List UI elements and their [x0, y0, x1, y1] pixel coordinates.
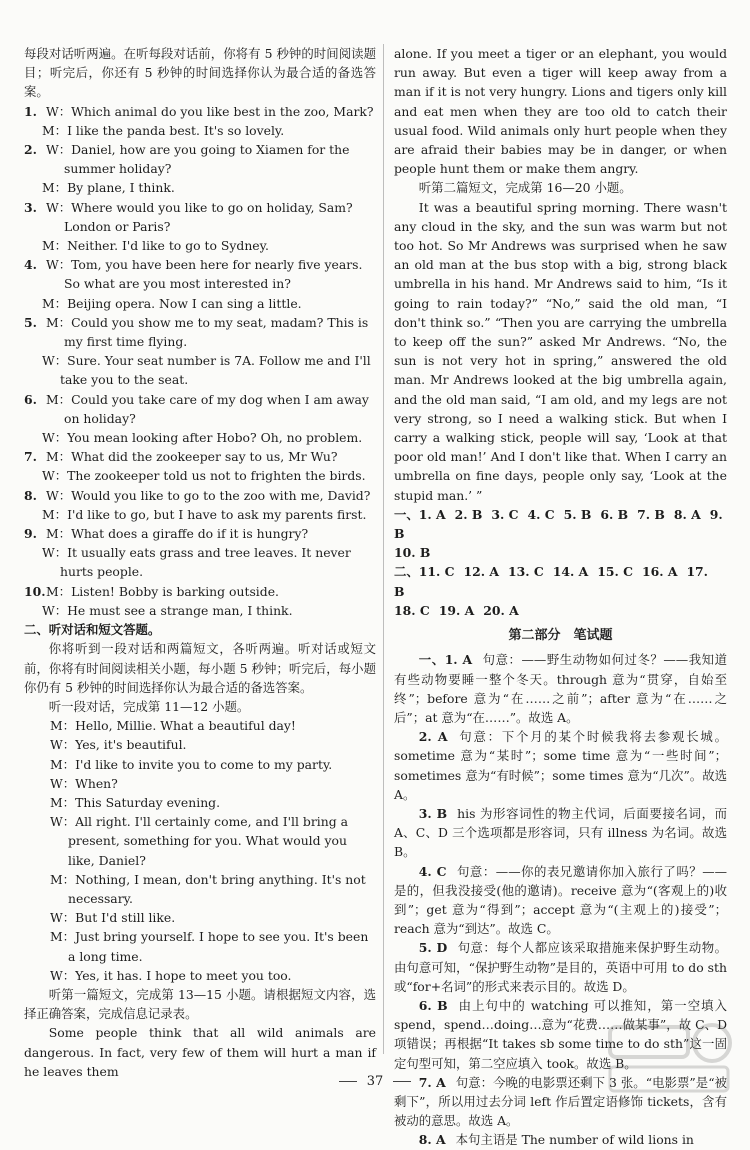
solution-text: 由上句中的 watching 可以推知，第一空填入 spend，spend…doing…意为“花费……做某事”，故 C、D 项错误；再根据“It takes sb some time to do sth”这一固定句型可知，第二空应填入 took。故选 B。 — [394, 997, 727, 1071]
answer-item: 3. C — [491, 506, 519, 522]
dialogue-line: M：What does a giraffe do if it is hungry? — [46, 526, 309, 542]
part-title: 第二部分 笔试题 — [508, 628, 613, 644]
answer-item: 19. A — [438, 602, 475, 618]
watermark-logo-icon — [604, 1017, 734, 1097]
answer-key-part-2 — [394, 562, 727, 620]
section-2-title: 二、听对话和短文答题。 — [24, 622, 161, 638]
answer-item: 10. B — [394, 545, 431, 561]
dialogue-line: W：The zookeeper told us not to frighten the birds. — [42, 468, 366, 484]
dialogue-item — [24, 524, 376, 582]
answer-item: 20. A — [483, 602, 519, 618]
dialogue-line: M：Neither. I'd like to go to Sydney. — [42, 238, 269, 254]
listening-intro: 每段对话听两遍。在听每段对话前，你将有 5 秒钟的时间阅读题目；听完后，你还有 5 秒钟的时间选择你认为最合适的备选答案。 — [24, 46, 376, 100]
solution-text: 句意：今晚的电影票还剩下 3 张。“电影票”是“被剩下”，所以用过去分词 left 作后置定语修饰 tickets，含有被动的意思。故选 A。 — [394, 1074, 727, 1129]
solution-head: 5. D — [418, 940, 448, 956]
dialogue-line: M：Could you take care of my dog when I am away on holiday? — [46, 391, 369, 426]
solution-text: 句意：——野生动物如何过冬？——我知道有些动物要睡一整个冬天。through 意为“贯穿，自始至终”；before 意为“在……之前”；after 意为“在……之后”；at 意为“在……”。故选 A。 — [394, 652, 727, 725]
answer-item: 14. A — [552, 564, 589, 580]
footer-dash-right — [393, 1081, 411, 1082]
section-2-intro: 你将听到一段对话和两篇短文，各听两遍。听对话或短文前，你将有时间阅读相关小题，每小题 5 秒钟；听完后，每小题你仍有 5 秒钟的时间选择你认为最合适的备选答案。 — [24, 641, 376, 695]
dialogue-line: M：Listen! Bobby is barking outside. — [46, 583, 279, 599]
solution-item — [394, 650, 727, 727]
solution-text: 句意：下个月的某个时候我将去参观长城。sometime 意为“某时”；some time 意为“一些时间”；sometimes 意为“有时候”；some times 意为“几次”。故选 A。 — [394, 729, 728, 802]
solution-text: his 为形容词性的物主代词，后面要接名词，而 A、C、D 三个选项都是形容词，只有 illness 为名词。故选 B。 — [394, 805, 727, 860]
dialogue-line: W：Daniel, how are you going to Xiamen for the summer holiday? — [46, 142, 350, 177]
dialogue-line: W：Which animal do you like best in the zoo, Mark? — [46, 103, 374, 119]
solution-item — [394, 862, 727, 939]
right-column — [394, 44, 727, 1150]
answer-item: 4. C — [527, 506, 555, 522]
dialog-line: M：I'd like to invite you to come to my party. — [50, 756, 333, 772]
answer-item: 9. B — [394, 506, 723, 542]
solution-head: 4. C — [418, 863, 447, 879]
answer-item: 2. B — [454, 506, 483, 522]
solution-text: 句意：每个人都应该采取措施来保护野生动物。由句意可知，“保护野生动物”是目的，英语中可用 to do sth 或“for+名词”的形式来表示目的。故选 D。 — [394, 940, 727, 994]
page-number: 37 — [366, 1074, 384, 1089]
passage-1-intro: 听第一篇短文，完成第 13—15 小题。请根据短文内容，选择正确答案，完成信息记录表。 — [24, 986, 376, 1022]
dialog-intro: 听一段对话，完成第 11—12 小题。 — [48, 698, 250, 714]
answer-row — [394, 505, 727, 543]
answer-item: 5. B — [563, 506, 592, 522]
solution-head: 2. A — [418, 729, 448, 745]
dialog-line: M：This Saturday evening. — [50, 794, 221, 810]
dialogue-line: M：I like the panda best. It's so lovely. — [42, 122, 285, 138]
item-number: 5. — [24, 314, 37, 330]
dialogue-line: M：I'd like to go, but I have to ask my parents first. — [42, 506, 367, 522]
answer-item: 15. C — [597, 564, 633, 580]
answer-row — [394, 562, 727, 600]
column-divider — [383, 44, 384, 1054]
item-number: 4. — [24, 257, 37, 273]
answer-item: 18. C — [394, 602, 430, 618]
dialogue-line: W：Where would you like to go on holiday, Sam? London or Paris? — [46, 199, 353, 234]
dialog-line: W：When? — [50, 775, 118, 791]
solution-head: 6. B — [418, 997, 448, 1013]
dialogue-item — [24, 486, 376, 524]
left-column — [24, 44, 376, 1081]
answer-item: 1. A — [418, 506, 446, 522]
dialog-lines — [24, 716, 376, 985]
passage-1-start: Some people think that all wild animals are dangerous. In fact, very few of them will hurt a man if he leaves them — [24, 1025, 376, 1079]
passage-2-text: It was a beautiful spring morning. There wasn't any cloud in the sky, and the sun was warm but not too hot. So Mr Andrews was surprised when he saw an old man at the bus stop with a big, strong black umbrella in his hand. Mr Andrews said to him, “Is it going to rain today?” “No,” said the old man, “I don't think so.” “Then you are carrying the umbrella to keep off the sun?” asked Mr Andrews. “No, the sun is not very hot in spring,” answered the old man. Mr Andrews looked at the big umbrella again, and the old man said, “I am old, and my legs are not very strong, so I need a walking stick. But when I carry a walking stick, people will say, ‘Look at that poor old man!’ And I don't like that. When I carry an umbrella on fine days, people only say, ‘Look at the stupid man.’ ” — [394, 199, 727, 503]
dialogue-line: W：Would you like to go to the zoo with me, David? — [46, 487, 371, 503]
solution-head: 7. A — [418, 1074, 446, 1090]
solution-head: 8. A — [418, 1132, 446, 1148]
dialogue-item — [24, 313, 376, 390]
solution-text: 本句主语是 The number of wild lions in — [455, 1132, 694, 1148]
answer-item: 8. A — [673, 506, 701, 522]
item-number: 9. — [24, 526, 37, 542]
dialog-line: M：Just bring yourself. I hope to see you. It's been a long time. — [50, 929, 369, 964]
dialogue-line: M：What did the zookeeper say to us, Mr Wu? — [46, 449, 338, 465]
dialogue-line: W：It usually eats grass and tree leaves. It never hurts people. — [42, 545, 351, 580]
answer-label: 一、 — [394, 506, 419, 522]
answer-item: 6. B — [600, 506, 629, 522]
answer-item: 16. A — [641, 564, 678, 580]
answer-row — [394, 601, 727, 620]
solution-item — [394, 804, 727, 862]
answer-item: 7. B — [637, 506, 665, 522]
dialog-line: W：But I'd still like. — [50, 910, 176, 926]
answer-row — [394, 543, 727, 562]
dialogue-item — [24, 255, 376, 313]
item-number: 7. — [24, 449, 37, 465]
solution-item — [394, 727, 727, 804]
dialogue-line: M：By plane, I think. — [42, 180, 175, 196]
item-number: 6. — [24, 391, 37, 407]
passage-1-continued: alone. If you meet a tiger or an elephant, you would run away. But even a tiger will keep away from a man if it is not very hungry. Lions and tigers only kill and eat men when they are too old to catch their usual food. Wild animals only hurt people when they are afraid their babies may be in danger, or when people hunt them or make them angry. — [394, 46, 727, 177]
solution-head: 一、1. A — [418, 652, 473, 668]
dialogue-line: W：He must see a strange man, I think. — [42, 602, 293, 618]
solution-item — [394, 1130, 727, 1149]
solution-text: 句意：——你的表兄邀请你加入旅行了吗？——是的，但我没接受(他的邀请)。receive 意为“(客观上的)收到”；get 意为“得到”；accept 意为“(主观上的)接受”；reach 意为“到达”。故选 C。 — [394, 863, 727, 937]
item-number: 8. — [24, 487, 37, 503]
dialog-line: M：Hello, Millie. What a beautiful day! — [50, 718, 296, 734]
dialogue-line: M：Beijing opera. Now I can sing a little. — [42, 295, 302, 311]
dialogue-item — [24, 140, 376, 198]
dialog-line: M：Nothing, I mean, don't bring anything. It's not necessary. — [50, 871, 366, 906]
item-number: 2. — [24, 142, 37, 158]
dialog-line: W：Yes, it has. I hope to meet you too. — [50, 967, 292, 983]
dialogue-item — [24, 447, 376, 485]
dialogue-line: W：Tom, you have been here for nearly five years. So what are you most interested in? — [46, 257, 363, 292]
dialogue-line: M：Could you show me to my seat, madam? This is my first time flying. — [46, 314, 369, 350]
solution-item — [394, 938, 727, 996]
answer-item: 17. B — [394, 564, 708, 599]
dialogue-item — [24, 198, 376, 256]
item-number: 10. — [24, 583, 46, 599]
answer-item: 12. A — [463, 564, 499, 580]
item-number: 3. — [24, 199, 37, 215]
solution-head: 3. B — [418, 805, 448, 821]
dialogue-line: W：Sure. Your seat number is 7A. Follow me and I'll take you to the seat. — [42, 353, 371, 388]
answer-item: 13. C — [508, 564, 544, 580]
item-number: 1. — [24, 103, 37, 119]
footer-dash-left — [339, 1081, 357, 1082]
answer-label: 二、 — [394, 564, 419, 580]
dialogue-items — [24, 102, 376, 620]
dialogue-line: W：You mean looking after Hobo? Oh, no problem. — [42, 430, 363, 446]
dialogue-item — [24, 582, 376, 620]
dialog-line: W：Yes, it's beautiful. — [50, 737, 187, 753]
dialogue-item — [24, 390, 376, 448]
passage-2-intro: 听第二篇短文，完成第 16—20 小题。 — [418, 180, 632, 196]
dialogue-item — [24, 102, 376, 140]
answer-key-part-1 — [394, 505, 727, 563]
answer-item: 11. C — [418, 564, 455, 580]
dialog-line: W：All right. I'll certainly come, and I'll bring a present, something for you. What would you like, Daniel? — [50, 814, 348, 868]
